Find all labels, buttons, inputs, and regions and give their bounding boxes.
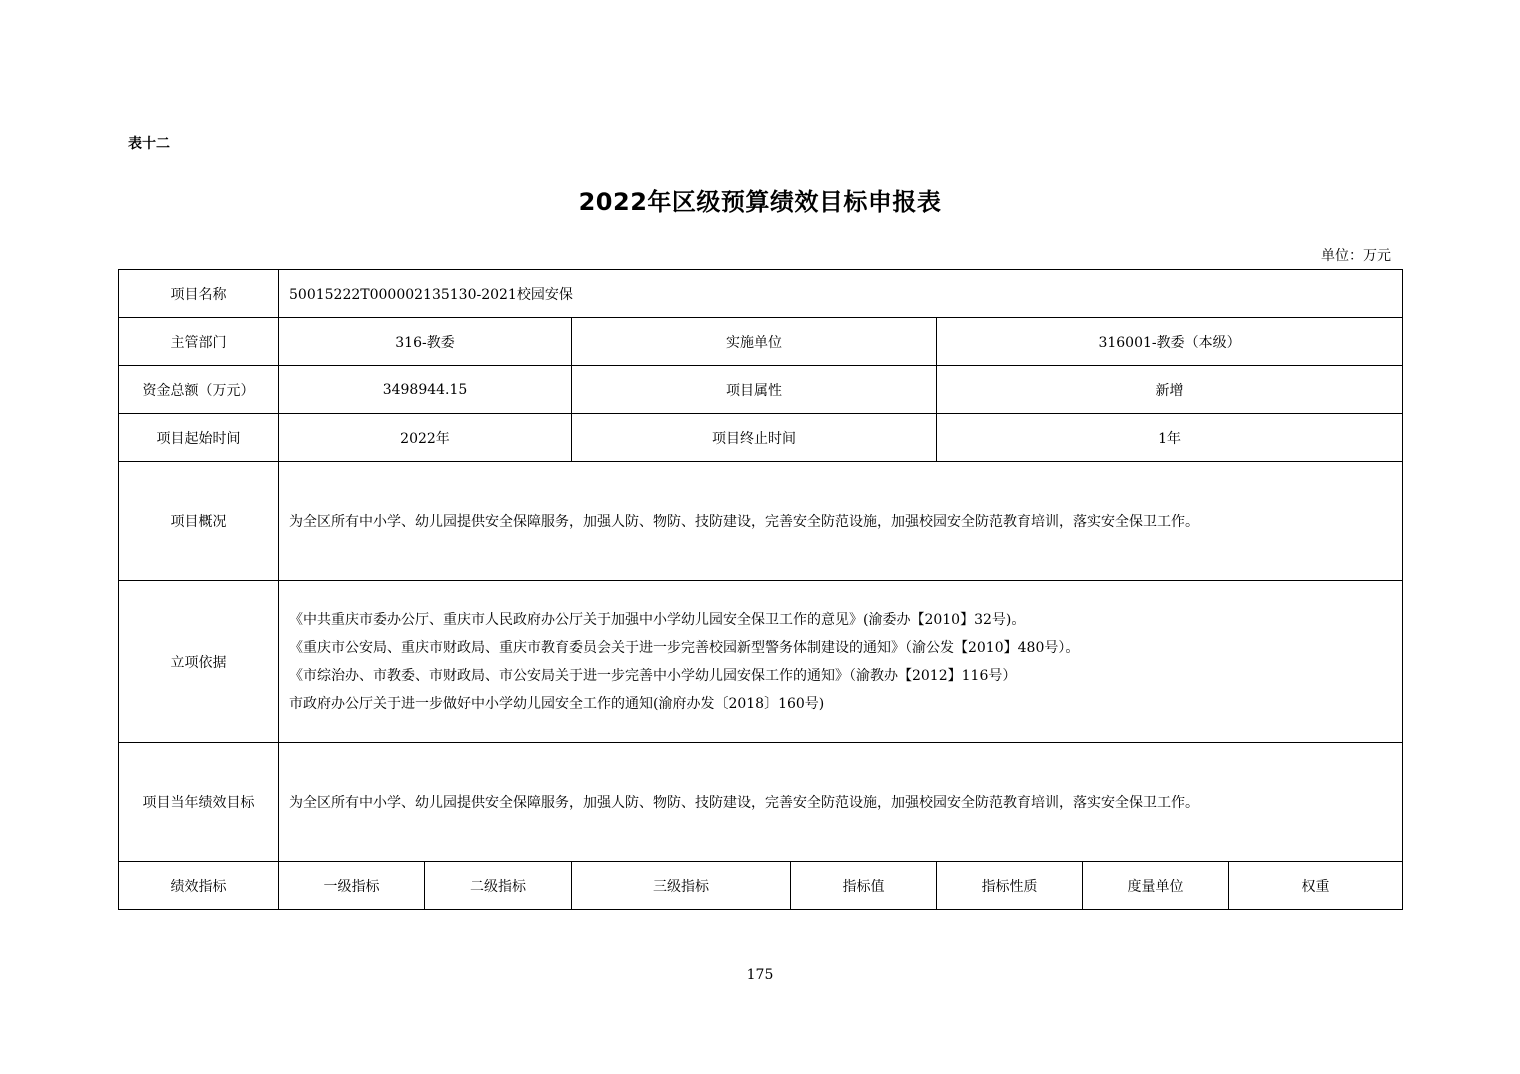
project-attribute-label: 项目属性 [572,366,937,414]
basis-line: 《重庆市公安局、重庆市财政局、重庆市教育委员会关于进一步完善校园新型警务体制建设的通知》（渝公发【2010】480号）。 [289,639,1080,656]
end-time-value: 1年 [937,414,1403,462]
indicator-header: 二级指标 [425,862,572,910]
project-name-value: 50015222T000002135130-2021校园安保 [279,270,1403,318]
basis-value [279,581,1403,743]
row-goal [119,743,1403,862]
page-number: 175 [746,967,774,983]
indicator-header: 指标性质 [937,862,1083,910]
row-funds [119,366,1403,414]
row-basis [119,581,1403,743]
basis-line: 《中共重庆市委办公厅、重庆市人民政府办公厅关于加强中小学幼儿园安全保卫工作的意见》(渝委办【2010】32号)。 [289,611,1026,628]
department-value: 316-教委 [279,318,572,366]
total-funds-label: 资金总额（万元） [119,366,279,414]
project-name-label: 项目名称 [119,270,279,318]
indicator-header: 权重 [1229,862,1403,910]
total-funds-value: 3498944.15 [279,366,572,414]
start-time-label: 项目起始时间 [119,414,279,462]
indicator-header: 一级指标 [279,862,425,910]
indicator-header: 度量单位 [1083,862,1229,910]
end-time-label: 项目终止时间 [572,414,937,462]
row-indicators [119,862,1403,910]
basis-line: 市政府办公厅关于进一步做好中小学幼儿园安全工作的通知(渝府办发〔2018〕160号) [289,695,825,712]
table-label: 表十二 [128,136,170,152]
unit-note: 单位：万元 [1321,248,1391,264]
overview-value: 为全区所有中小学、幼儿园提供安全保障服务，加强人防、物防、技防建设，完善安全防范设施，加强校园安全防范教育培训，落实安全保卫工作。 [279,462,1403,581]
start-time-value: 2022年 [279,414,572,462]
row-department [119,318,1403,366]
department-label: 主管部门 [119,318,279,366]
indicators-label: 绩效指标 [119,862,279,910]
implementing-unit-value: 316001-教委（本级） [937,318,1403,366]
basis-label: 立项依据 [119,581,279,743]
implementing-unit-label: 实施单位 [572,318,937,366]
goal-label: 项目当年绩效目标 [119,743,279,862]
row-project-name [119,270,1403,318]
row-overview [119,462,1403,581]
row-time [119,414,1403,462]
budget-performance-table [118,269,1403,910]
indicator-header: 指标值 [791,862,937,910]
page-title: 2022年区级预算绩效目标申报表 [578,188,942,216]
basis-line: 《市综治办、市教委、市财政局、市公安局关于进一步完善中小学幼儿园安保工作的通知》（渝教办【2012】116号） [289,667,1017,684]
indicator-header: 三级指标 [572,862,791,910]
overview-label: 项目概况 [119,462,279,581]
project-attribute-value: 新增 [937,366,1403,414]
goal-value: 为全区所有中小学、幼儿园提供安全保障服务，加强人防、物防、技防建设，完善安全防范设施，加强校园安全防范教育培训，落实安全保卫工作。 [279,743,1403,862]
